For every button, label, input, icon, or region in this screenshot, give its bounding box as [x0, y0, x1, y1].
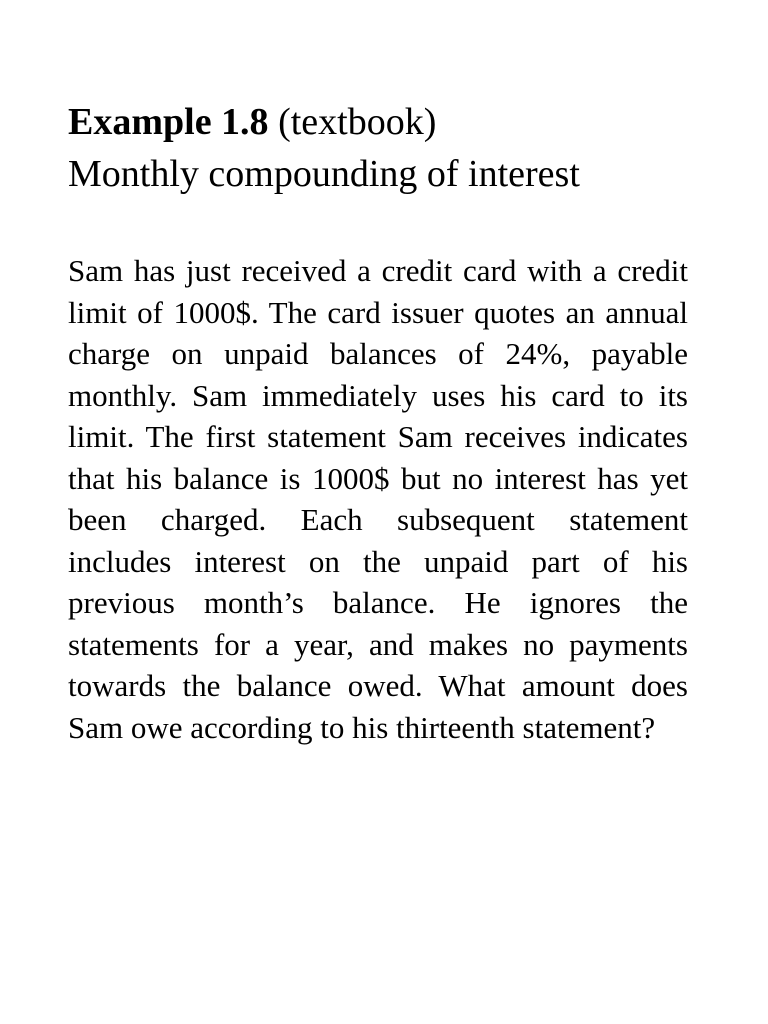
- problem-statement: Sam has just received a credit card with a credit limit of 1000$. The card issuer quotes an annual charge on unpaid balances of 24%, payable monthly. Sam immediately uses his card to its limit. The first statement Sam receives indicates that his balance is 1000$ but no interest has yet been charged. Each subsequent statement includes interest on the unpaid part of his previous month’s balance. He ignores the statements for a year, and makes no payments towards the balance owed. What amount does Sam owe according to his thirteenth statement?: [68, 253, 688, 745]
- slide: [68, 96, 688, 748]
- example-label: Example 1.8: [68, 101, 269, 143]
- example-heading: [68, 96, 688, 200]
- example-note: (textbook): [278, 101, 437, 143]
- example-subtitle: Monthly compounding of interest: [68, 153, 580, 195]
